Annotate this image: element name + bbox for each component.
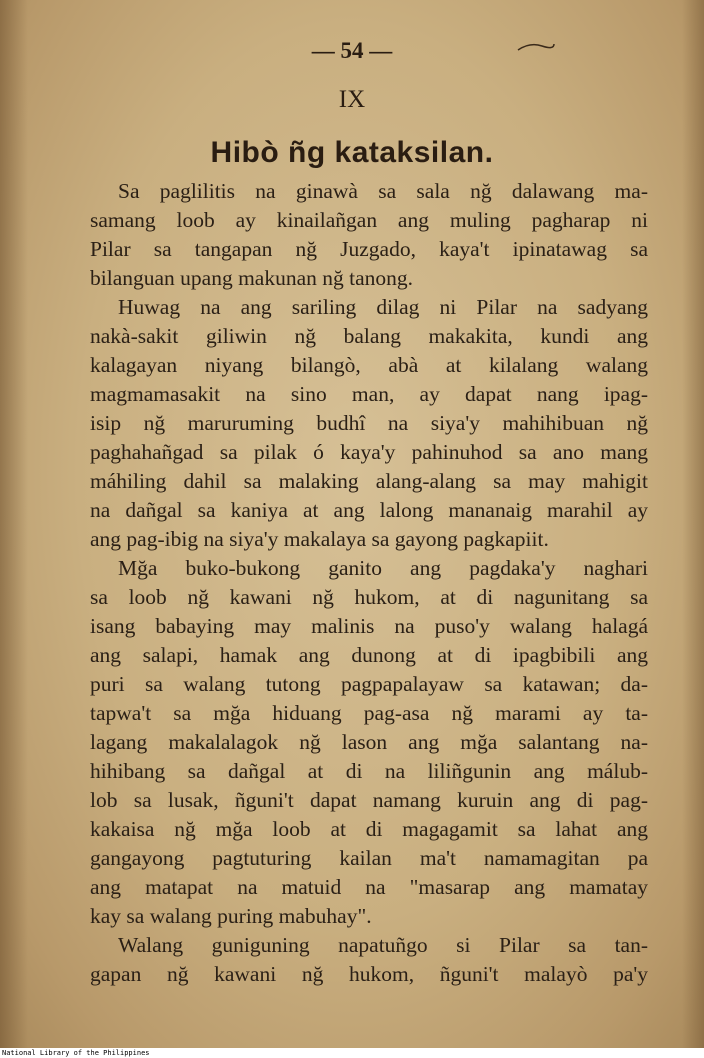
text-line: kakaisa nğ mğa loob at di magagamit sa lahat ang <box>90 817 648 841</box>
text-line: sa loob nğ kawani nğ hukom, at di nagunitang sa <box>90 585 648 609</box>
text-line: Huwag na ang sariling dilag ni Pilar na sadyang <box>118 295 648 319</box>
text-line: Sa paglilitis na ginawà sa sala nğ dalawang ma- <box>118 179 648 203</box>
text-line: nakà-sakit giliwin nğ balang makakita, kundi ang <box>90 324 648 348</box>
text-line: magmamasakit na sino man, ay dapat nang ipag- <box>90 382 648 406</box>
text-line: samang loob ay kinailañgan ang muling pagharap ni <box>90 208 648 232</box>
ink-mark <box>516 36 556 56</box>
chapter-title: Hibò ñg kataksilan. <box>210 136 494 169</box>
page-number: — 54 — <box>311 38 393 63</box>
text-line: ang salapi, hamak ang dunong at di ipagbibili ang <box>90 643 648 667</box>
body-text <box>90 177 648 989</box>
text-line: hihibang sa dañgal at di na liliñgunin ang málub- <box>90 759 648 783</box>
text-line: máhiling dahil sa malaking alang-alang sa may mahigit <box>90 469 648 493</box>
text-line: Pilar sa tangapan nğ Juzgado, kaya't ipinatawag sa <box>90 237 648 261</box>
text-line: kay sa walang puring mabuhay". <box>90 904 372 928</box>
text-line: lob sa lusak, ñguni't dapat namang kuruin ang di pag- <box>90 788 648 812</box>
text-line: gangayong pagtuturing kailan ma't namamagitan pa <box>90 846 648 870</box>
chapter-heading: IX <box>338 86 366 113</box>
text-line: ang matapat na matuid na "masarap ang mamatay <box>90 875 648 899</box>
text-line: lagang makalalagok nğ lason ang mğa salantang na- <box>90 730 648 754</box>
library-credit: National Library of the Philippines <box>0 1048 704 1058</box>
text-line: kalagayan niyang bilangò, abà at kilalang walang <box>90 353 648 377</box>
text-line: ang pag-ibig na siya'y makalaya sa gayong pagkapiit. <box>90 527 549 551</box>
text-line: isang babaying may malinis na puso'y walang halagá <box>90 614 648 638</box>
text-line: tapwa't sa mğa hiduang pag-asa nğ marami ay ta- <box>90 701 648 725</box>
text-line: isip nğ maruruming budhî na siya'y mahihibuan nğ <box>90 411 648 435</box>
text-line: bilanguan upang makunan nğ tanong. <box>90 266 414 290</box>
text-line: gapan nğ kawani nğ hukom, ñguni't malayò pa'y <box>90 962 648 986</box>
text-line: paghahañgad sa pilak ó kaya'y pahinuhod sa ano mang <box>90 440 648 464</box>
text-line: Mğa buko-bukong ganito ang pagdaka'y naghari <box>118 556 648 580</box>
text-line: puri sa walang tutong pagpapalayaw sa katawan; da- <box>90 672 648 696</box>
text-line: na dañgal sa kaniya at ang lalong mananaig marahil ay <box>90 498 648 522</box>
text-line: Walang guniguning napatuñgo si Pilar sa tan- <box>118 933 648 957</box>
